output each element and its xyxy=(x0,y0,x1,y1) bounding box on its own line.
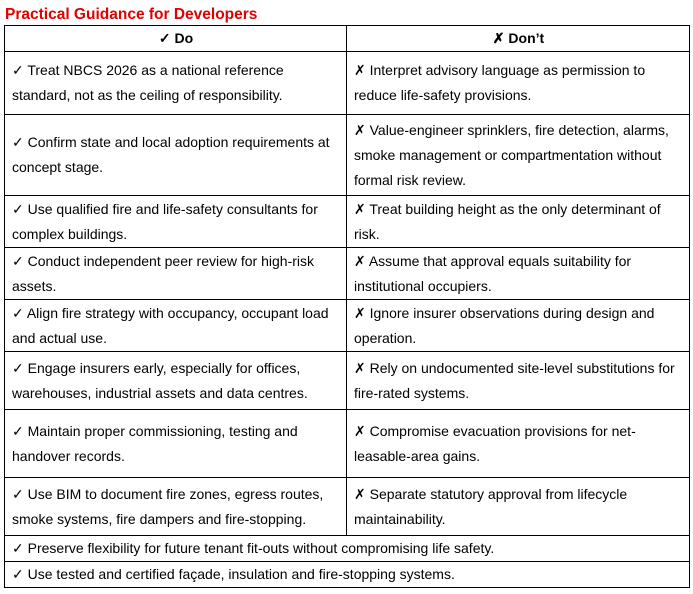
dont-cell: ✗ Compromise evacuation provisions for net-leasable-area gains. xyxy=(347,410,690,478)
dont-cell: ✗ Interpret advisory language as permission to reduce life-safety provisions. xyxy=(347,52,690,115)
do-cell: ✓ Use BIM to document fire zones, egress routes, smoke systems, fire dampers and fire-stopping. xyxy=(5,478,347,536)
wide-cell: ✓ Preserve flexibility for future tenant fit-outs without compromising life safety. xyxy=(5,536,690,562)
do-cell: ✓ Align fire strategy with occupancy, occupant load and actual use. xyxy=(5,300,347,352)
table-row xyxy=(5,52,690,115)
dont-cell: ✗ Value-engineer sprinklers, fire detection, alarms, smoke management or compartmentation without formal risk review. xyxy=(347,115,690,196)
table-header-row xyxy=(5,26,690,52)
dont-cell: ✗ Rely on undocumented site-level substitutions for fire-rated systems. xyxy=(347,352,690,410)
page-title: Practical Guidance for Developers xyxy=(5,6,258,23)
table-row xyxy=(5,478,690,536)
dont-cell: ✗ Ignore insurer observations during design and operation. xyxy=(347,300,690,352)
guidance-table xyxy=(4,25,690,588)
do-cell: ✓ Maintain proper commissioning, testing and handover records. xyxy=(5,410,347,478)
table-row-wide xyxy=(5,536,690,562)
wide-cell: ✓ Use tested and certified façade, insulation and fire-stopping systems. xyxy=(5,562,690,588)
do-cell: ✓ Conduct independent peer review for high-risk assets. xyxy=(5,248,347,300)
dont-column-header: ✗ Don’t xyxy=(347,26,690,52)
table-row xyxy=(5,410,690,478)
dont-cell: ✗ Assume that approval equals suitability for institutional occupiers. xyxy=(347,248,690,300)
table-row-wide xyxy=(5,562,690,588)
do-cell: ✓ Confirm state and local adoption requirements at concept stage. xyxy=(5,115,347,196)
table-row xyxy=(5,196,690,248)
dont-cell: ✗ Separate statutory approval from lifecycle maintainability. xyxy=(347,478,690,536)
do-column-header: ✓ Do xyxy=(5,26,347,52)
dont-cell: ✗ Treat building height as the only determinant of risk. xyxy=(347,196,690,248)
table-row xyxy=(5,115,690,196)
do-cell: ✓ Engage insurers early, especially for offices, warehouses, industrial assets and data centres. xyxy=(5,352,347,410)
table-row xyxy=(5,300,690,352)
do-cell: ✓ Treat NBCS 2026 as a national reference standard, not as the ceiling of responsibility. xyxy=(5,52,347,115)
table-row xyxy=(5,248,690,300)
do-cell: ✓ Use qualified fire and life-safety consultants for complex buildings. xyxy=(5,196,347,248)
table-row xyxy=(5,352,690,410)
